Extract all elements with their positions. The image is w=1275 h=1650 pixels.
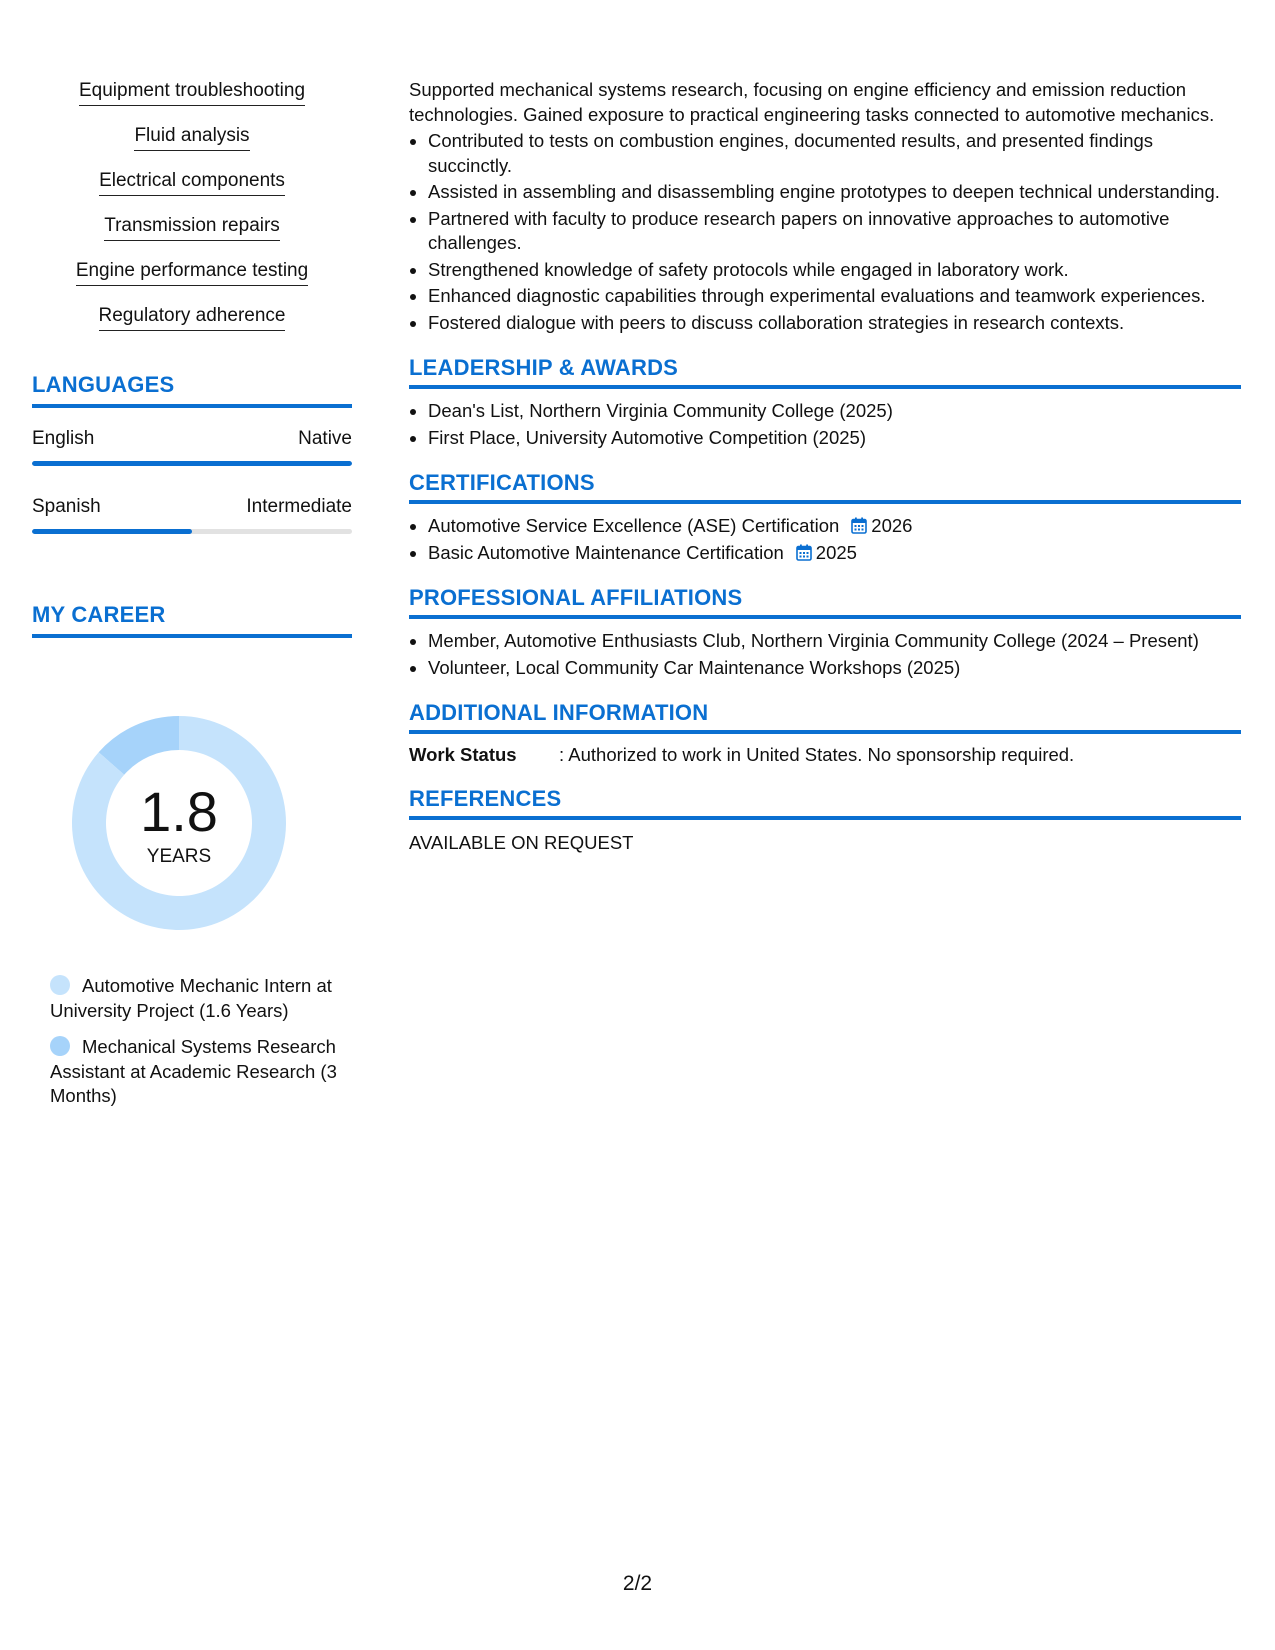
- language-name: Spanish: [32, 496, 101, 517]
- language-proficiency-fill: [32, 529, 192, 534]
- experience-bullet: • Contributed to tests on combustion engines, documented results, and presented findings succinctly.: [428, 129, 1241, 178]
- skill-label: Fluid analysis: [134, 125, 249, 151]
- certifications-title: CERTIFICATIONS: [409, 470, 1241, 504]
- career-role-label: Automotive Mechanic Intern at University Project (1.6 Years): [50, 975, 332, 1021]
- affiliation-item: • Volunteer, Local Community Car Maintenance Workshops (2025): [428, 656, 1241, 681]
- experience-bullet: • Enhanced diagnostic capabilities through experimental evaluations and teamwork experiences.: [428, 284, 1241, 309]
- career-title: MY CAREER: [32, 602, 352, 638]
- experience-bullet: • Assisted in assembling and disassembling engine prototypes to deepen technical understanding.: [428, 180, 1241, 205]
- skill-item: [32, 80, 352, 106]
- skill-item: [32, 215, 352, 241]
- leadership-list: [409, 399, 1241, 450]
- languages-section: [32, 372, 352, 534]
- leadership-item: • First Place, University Automotive Competition (2025): [428, 426, 1241, 451]
- language-level: Intermediate: [246, 496, 352, 517]
- certifications-section: [409, 470, 1241, 565]
- experience-bullet: • Strengthened knowledge of safety protocols while engaged in laboratory work.: [428, 258, 1241, 283]
- career-donut-chart: [66, 710, 292, 936]
- leadership-item: • Dean's List, Northern Virginia Community College (2025): [428, 399, 1241, 424]
- certification-year: 2026: [871, 515, 913, 536]
- skill-label: Electrical components: [99, 170, 285, 196]
- references-title: REFERENCES: [409, 786, 1241, 820]
- skill-item: [32, 260, 352, 286]
- references-text: AVAILABLE ON REQUEST: [409, 832, 634, 853]
- certification-item: [428, 514, 1241, 539]
- skill-label: Transmission repairs: [104, 215, 280, 241]
- work-status-label: Work Status: [409, 744, 517, 765]
- calendar-icon: [851, 517, 867, 534]
- skill-label: Equipment troubleshooting: [79, 80, 305, 106]
- experience-bullets: [409, 129, 1241, 335]
- affiliations-list: [409, 629, 1241, 680]
- certification-year: 2025: [815, 541, 857, 563]
- career-section: [32, 602, 352, 638]
- leadership-title: LEADERSHIP & AWARDS: [409, 355, 1241, 389]
- skill-item: [32, 125, 352, 151]
- languages-title: LANGUAGES: [32, 372, 352, 408]
- certification-item: [428, 541, 1241, 566]
- language-item: [32, 428, 352, 466]
- legend-dot-icon: [50, 975, 70, 995]
- affiliations-section: [409, 585, 1241, 680]
- skill-label: Engine performance testing: [76, 260, 308, 286]
- certification-name: Automotive Service Excellence (ASE) Certification: [428, 515, 840, 536]
- skill-item: [32, 170, 352, 196]
- page-number: 2/2: [622, 1572, 653, 1595]
- left-column: [32, 80, 352, 1106]
- career-total-unit: YEARS: [146, 846, 212, 867]
- language-proficiency-bar: [32, 529, 352, 534]
- certifications-list: [409, 514, 1241, 565]
- skills-list: [32, 80, 352, 331]
- language-item: [32, 496, 352, 534]
- experience-bullet: • Fostered dialogue with peers to discuss collaboration strategies in research contexts.: [428, 311, 1241, 336]
- right-column: [409, 78, 1241, 854]
- affiliation-item: • Member, Automotive Enthusiasts Club, Northern Virginia Community College (2024 – Present): [428, 629, 1241, 654]
- additional-info-section: [409, 700, 1241, 766]
- affiliations-title: PROFESSIONAL AFFILIATIONS: [409, 585, 1241, 619]
- work-status-value: : Authorized to work in United States. No sponsorship required.: [559, 744, 1075, 765]
- skill-label: Regulatory adherence: [99, 305, 286, 331]
- career-total-value: 1.8: [140, 780, 218, 843]
- additional-info-title: ADDITIONAL INFORMATION: [409, 700, 1241, 734]
- career-legend: [50, 974, 340, 1121]
- leadership-section: [409, 355, 1241, 450]
- legend-dot-icon: [50, 1036, 70, 1056]
- language-proficiency-fill: [32, 461, 352, 466]
- experience-bullet: • Partnered with faculty to produce research papers on innovative approaches to automotive challenges.: [428, 207, 1241, 256]
- career-role-label: Mechanical Systems Research Assistant at Academic Research (3 Months): [50, 1036, 337, 1106]
- career-legend-item: [50, 1035, 340, 1109]
- work-status-row: [409, 744, 1241, 766]
- certification-name: Basic Automotive Maintenance Certification: [428, 541, 784, 563]
- language-name: English: [32, 428, 95, 449]
- career-legend-item: [50, 974, 340, 1023]
- skill-item: [32, 305, 352, 331]
- language-proficiency-bar: [32, 461, 352, 466]
- language-level: Native: [298, 428, 352, 449]
- references-section: [409, 786, 1241, 854]
- calendar-icon: [796, 544, 812, 561]
- experience-summary: Supported mechanical systems research, focusing on engine efficiency and emission reduction technologies. Gained exposure to practical engineering tasks connected to automotive mechanics.: [409, 79, 1215, 125]
